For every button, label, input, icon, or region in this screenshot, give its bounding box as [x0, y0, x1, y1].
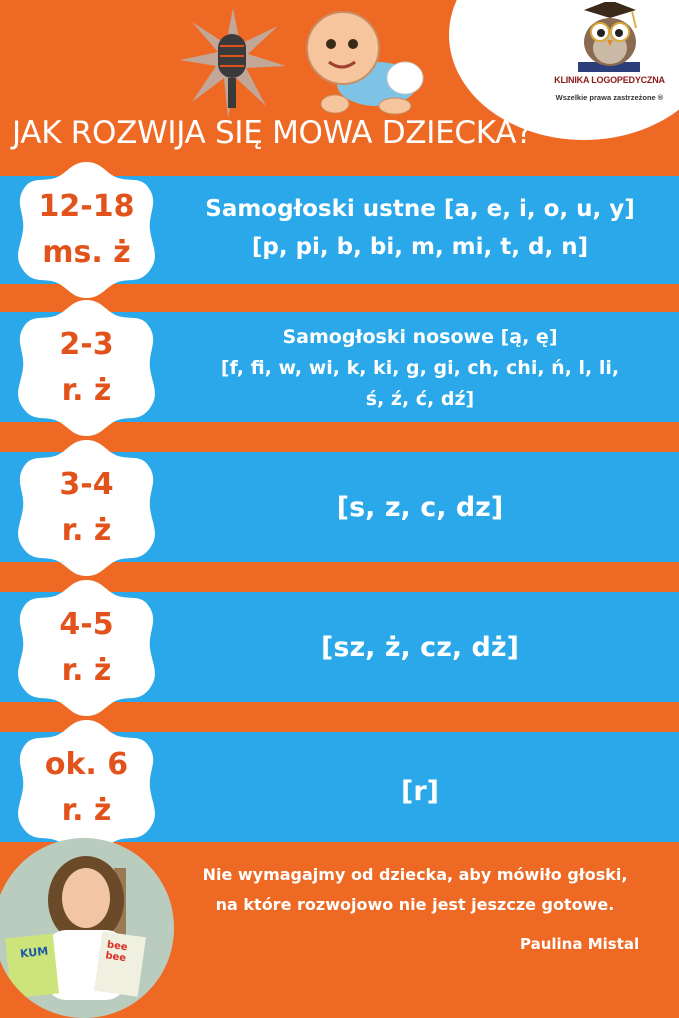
logo-name: KLINIKA LOGOPEDYCZNA — [554, 75, 665, 85]
age-value: 2-3 — [59, 327, 114, 362]
author-photo — [0, 838, 174, 1018]
age-value: 4-5 — [59, 607, 114, 642]
sounds-line: ś, ź, ć, dź] — [365, 388, 475, 410]
author-name: Paulina Mistal — [520, 935, 640, 953]
age-badge — [14, 718, 159, 858]
sounds-list — [170, 488, 670, 528]
age-badge — [14, 438, 159, 578]
age-unit: r. ż — [61, 513, 112, 548]
age-label — [14, 742, 159, 834]
age-unit: r. ż — [61, 793, 112, 828]
sounds-line: [sz, ż, cz, dż] — [321, 632, 519, 663]
sounds-line: [p, pi, b, bi, m, mi, t, d, n] — [251, 234, 589, 260]
book-title: KUM — [19, 944, 49, 961]
sounds-list — [170, 772, 670, 812]
age-value: 12-18 — [38, 189, 135, 224]
baby-icon — [295, 8, 430, 116]
age-label — [14, 184, 159, 276]
age-unit: r. ż — [61, 373, 112, 408]
age-label — [14, 602, 159, 694]
age-badge — [14, 160, 159, 300]
age-unit: ms. ż — [42, 235, 131, 270]
age-value: 3-4 — [59, 467, 114, 502]
clinic-logo — [540, 2, 679, 106]
age-badge — [14, 298, 159, 438]
sounds-list — [170, 190, 670, 266]
age-label — [14, 462, 159, 554]
age-badge — [14, 578, 159, 718]
logo-rights: Wszelkie prawa zastrzeżone ® — [555, 93, 664, 102]
sounds-line: Samogłoski nosowe [ą, ę] — [282, 326, 558, 348]
age-value: ok. 6 — [44, 747, 129, 782]
sounds-list — [170, 322, 670, 415]
age-unit: r. ż — [61, 653, 112, 688]
quote-line: Nie wymagajmy od dziecka, aby mówiło głoski, — [202, 865, 628, 884]
quote — [180, 860, 650, 920]
book-title: bee bee — [104, 939, 129, 965]
sounds-line: [r] — [401, 776, 439, 807]
page-title: JAK ROZWIJA SIĘ MOWA DZIECKA? — [12, 115, 533, 151]
sounds-line: [s, z, c, dz] — [336, 492, 504, 523]
owl-logo-icon — [540, 2, 679, 76]
quote-line: na które rozwojowo nie jest jeszcze gotowe. — [215, 895, 615, 914]
age-label — [14, 322, 159, 414]
sounds-list — [170, 628, 670, 668]
sounds-line: [f, fi, w, wi, k, ki, g, gi, ch, chi, ń, l, li, — [220, 357, 620, 379]
sounds-line: Samogłoski ustne [a, e, i, o, u, y] — [205, 196, 635, 222]
microphone-icon — [178, 6, 288, 121]
